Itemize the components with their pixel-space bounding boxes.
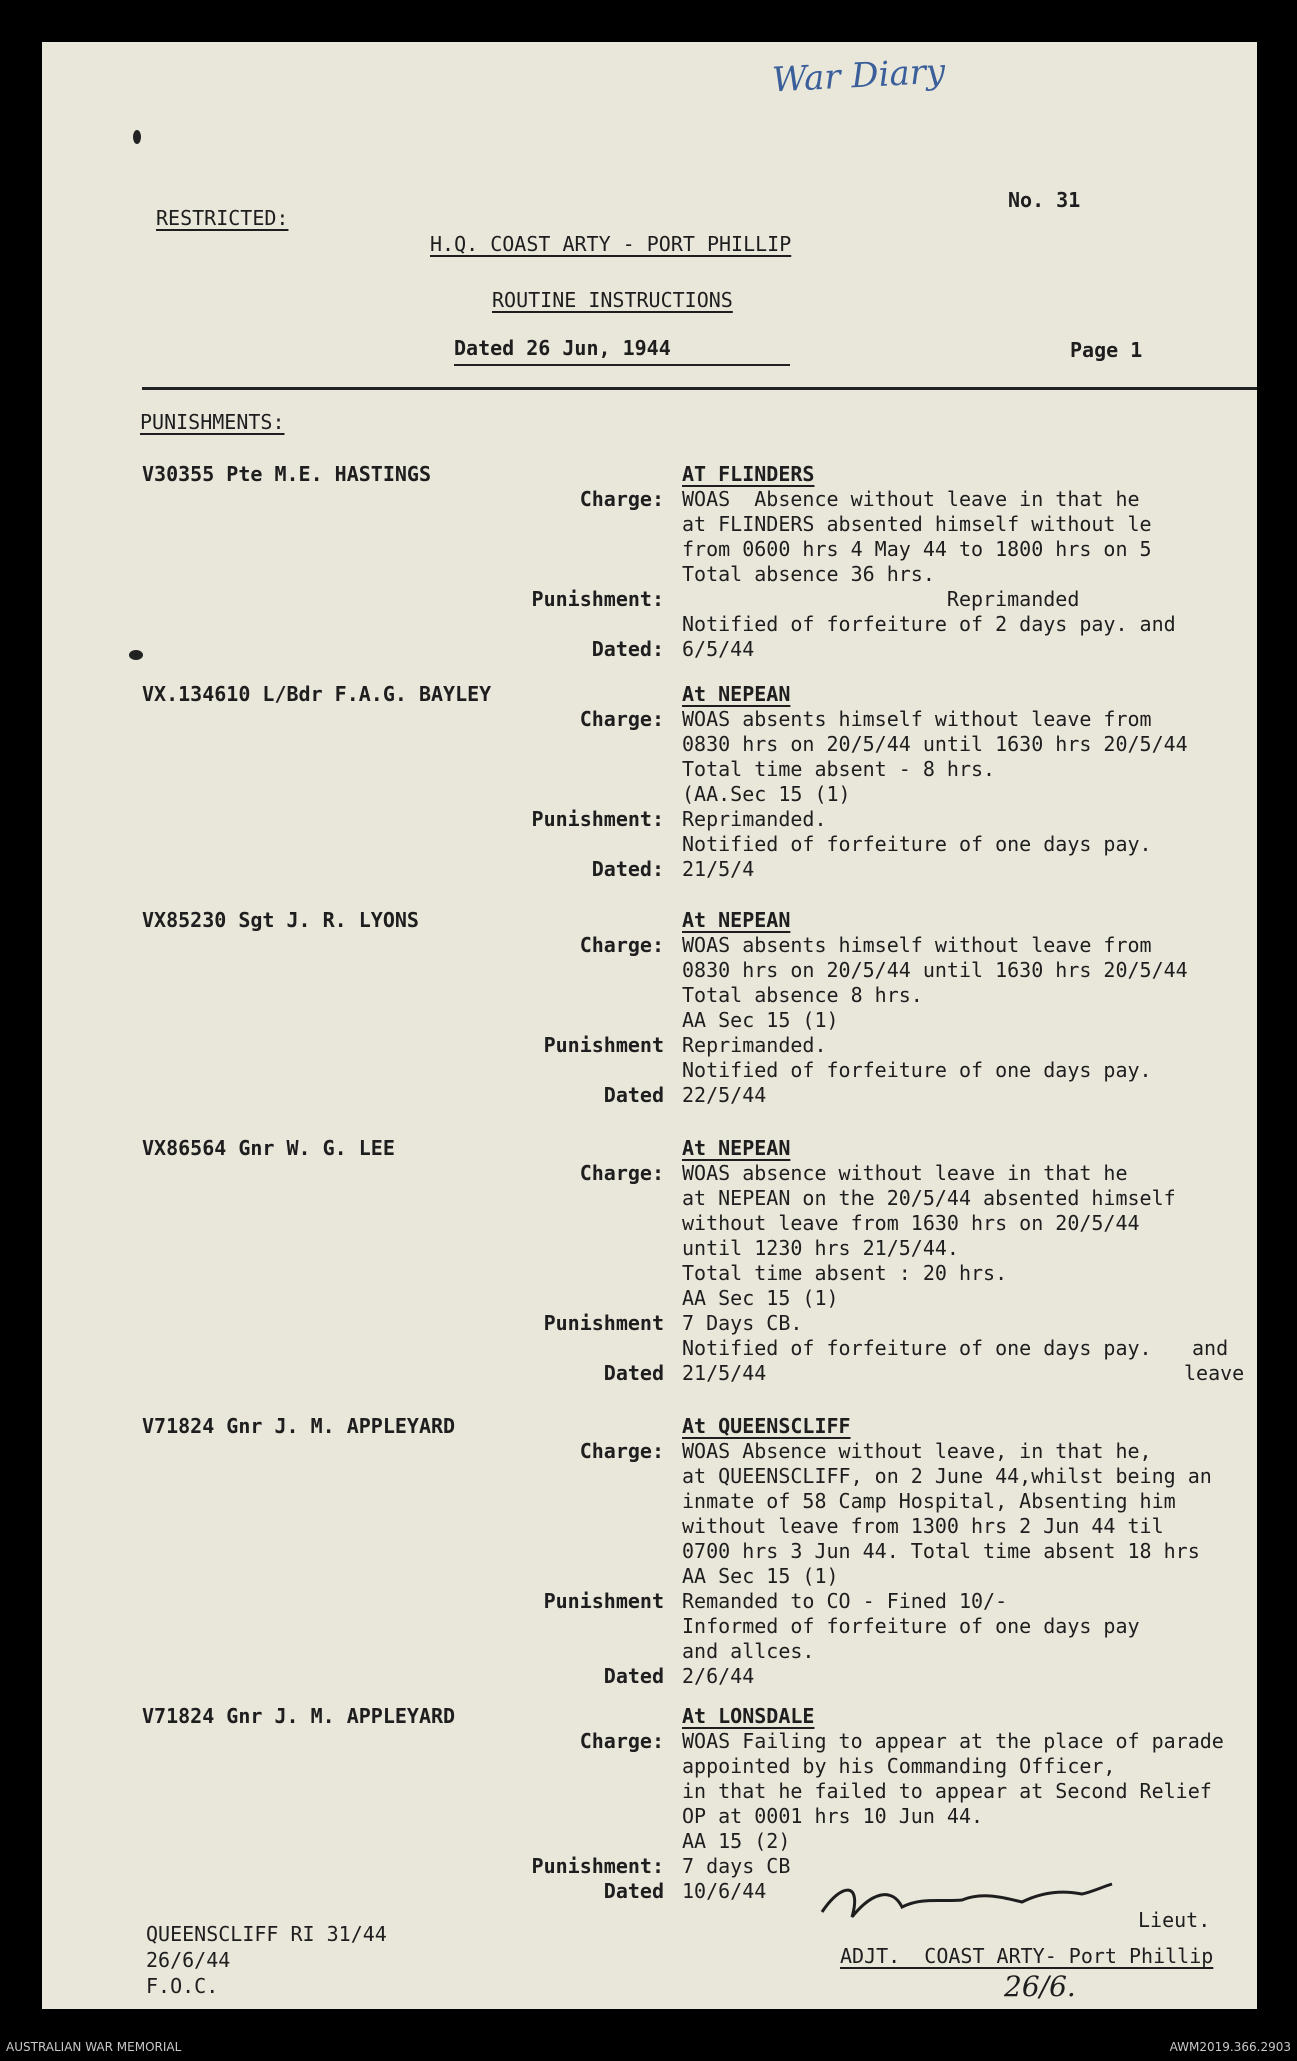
- charge-location: At NEPEAN: [682, 1136, 791, 1160]
- dated-label: Dated: [603, 1083, 664, 1107]
- archive-left: AUSTRALIAN WAR MEMORIAL: [6, 2040, 182, 2054]
- charge-text: at NEPEAN on the 20/5/44 absented himself: [682, 1186, 1176, 1210]
- charge-text: WOAS absents himself without leave from: [682, 933, 1152, 957]
- charge-location: AT FLINDERS: [682, 462, 815, 486]
- punishment-text: Remanded to CO - Fined 10/-: [682, 1589, 1008, 1613]
- reference-foc: F.O.C.: [146, 1974, 219, 1998]
- charge-text: Total absence 36 hrs.: [682, 562, 935, 586]
- charge-text: AA 15 (2): [682, 1829, 791, 1853]
- document-date: Dated 26 Jun, 1944: [454, 336, 671, 360]
- charge-text: at QUEENSCLIFF, on 2 June 44,whilst being an: [682, 1464, 1212, 1488]
- page-number: Page 1: [1070, 338, 1143, 362]
- dated-label: Dated: [603, 1664, 664, 1688]
- punishment-label: Punishment: [543, 1589, 664, 1613]
- signature-rank: Lieut.: [1138, 1908, 1211, 1932]
- charge-text: WOAS Absence without leave, in that he,: [682, 1439, 1152, 1463]
- charge-text: without leave from 1300 hrs 2 Jun 44 til: [682, 1514, 1164, 1538]
- punishment-text: 7 Days CB.: [682, 1311, 803, 1335]
- soldier-name: V71824 Gnr J. M. APPLEYARD: [142, 1704, 456, 1728]
- charge-text: Total absence 8 hrs.: [682, 983, 923, 1007]
- dated-label: Dated: [603, 1361, 664, 1385]
- charge-text: OP at 0001 hrs 10 Jun 44.: [682, 1804, 984, 1828]
- punishment-text: 7 days CB: [682, 1854, 791, 1878]
- charge-text: WOAS absence without leave in that he: [682, 1161, 1128, 1185]
- charge-text: 0830 hrs on 20/5/44 until 1630 hrs 20/5/44: [682, 958, 1188, 982]
- charge-text: Total time absent : 20 hrs.: [682, 1261, 1008, 1285]
- charge-text: without leave from 1630 hrs on 20/5/44: [682, 1211, 1140, 1235]
- handwritten-note: War Diary: [771, 51, 947, 101]
- unit-heading: H.Q. COAST ARTY - PORT PHILLIP: [430, 232, 792, 256]
- document-number: No. 31: [1008, 188, 1081, 212]
- charge-location: At QUEENSCLIFF: [682, 1414, 851, 1438]
- punishment-label: Punishment: [543, 1033, 664, 1057]
- punishment-text: Notified of forfeiture of 2 days pay. and: [682, 612, 1176, 636]
- document-type: ROUTINE INSTRUCTIONS: [492, 288, 733, 312]
- date-underline: [454, 364, 790, 366]
- charge-label: Charge:: [579, 707, 664, 731]
- charge-text: WOAS Absence without leave in that he: [682, 487, 1140, 511]
- margin-note: and: [1192, 1336, 1229, 1360]
- punishment-text: and allces.: [682, 1639, 815, 1663]
- section-title: PUNISHMENTS:: [140, 410, 285, 434]
- dated-label: Dated:: [591, 637, 664, 661]
- charge-text: 0830 hrs on 20/5/44 until 1630 hrs 20/5/44: [682, 732, 1188, 756]
- restricted-label: RESTRICTED:: [156, 206, 289, 230]
- charge-text: appointed by his Commanding Officer,: [682, 1754, 1116, 1778]
- dated-label: Dated:: [591, 857, 664, 881]
- punishment-text: Reprimanded.: [682, 1033, 827, 1057]
- dated-value: 10/6/44: [682, 1879, 767, 1903]
- punishment-text: Reprimanded: [682, 587, 1080, 611]
- charge-text: from 0600 hrs 4 May 44 to 1800 hrs on 5: [682, 537, 1152, 561]
- soldier-name: V71824 Gnr J. M. APPLEYARD: [142, 1414, 456, 1438]
- punishment-text: Notified of forfeiture of one days pay.: [682, 832, 1152, 856]
- charge-text: (AA.Sec 15 (1): [682, 782, 851, 806]
- charge-label: Charge:: [579, 1161, 664, 1185]
- charge-text: inmate of 58 Camp Hospital, Absenting him: [682, 1489, 1176, 1513]
- signature-title: ADJT. COAST ARTY- Port Phillip: [840, 1944, 1214, 1968]
- charge-text: AA Sec 15 (1): [682, 1008, 839, 1032]
- punishment-label: Punishment: [543, 1311, 664, 1335]
- document-page: [42, 42, 1257, 2009]
- punch-mark: [133, 130, 141, 144]
- charge-text: 0700 hrs 3 Jun 44. Total time absent 18 hrs: [682, 1539, 1200, 1563]
- punishment-text: Reprimanded.: [682, 807, 827, 831]
- charge-label: Charge:: [579, 487, 664, 511]
- charge-text: WOAS Failing to appear at the place of parade: [682, 1729, 1224, 1753]
- charge-text: AA Sec 15 (1): [682, 1286, 839, 1310]
- dated-value: 6/5/44: [682, 637, 755, 661]
- soldier-name: VX85230 Sgt J. R. LYONS: [142, 908, 419, 932]
- charge-label: Charge:: [579, 933, 664, 957]
- soldier-name: VX.134610 L/Bdr F.A.G. BAYLEY: [142, 682, 492, 706]
- punishment-label: Punishment:: [531, 1854, 664, 1878]
- margin-note: leave: [1184, 1361, 1245, 1385]
- soldier-name: VX86564 Gnr W. G. LEE: [142, 1136, 395, 1160]
- dated-value: 21/5/4: [682, 857, 755, 881]
- charge-location: At NEPEAN: [682, 682, 791, 706]
- soldier-name: V30355 Pte M.E. HASTINGS: [142, 462, 431, 486]
- reference-date: 26/6/44: [146, 1948, 231, 1972]
- charge-label: Charge:: [579, 1729, 664, 1753]
- dated-label: Dated: [603, 1879, 664, 1903]
- punishment-label: Punishment:: [531, 807, 664, 831]
- punishment-label: Punishment:: [531, 587, 664, 611]
- reference-line: QUEENSCLIFF RI 31/44: [146, 1922, 387, 1946]
- charge-text: Total time absent - 8 hrs.: [682, 757, 996, 781]
- punishment-text: Notified of forfeiture of one days pay.: [682, 1058, 1152, 1082]
- charge-text: AA Sec 15 (1): [682, 1564, 839, 1588]
- dated-value: 22/5/44: [682, 1083, 767, 1107]
- signature-date: 26/6.: [1004, 1970, 1076, 2003]
- archive-right: AWM2019.366.2903: [1169, 2040, 1291, 2054]
- charge-location: At LONSDALE: [682, 1704, 815, 1728]
- charge-text: at FLINDERS absented himself without le: [682, 512, 1152, 536]
- header-rule: [142, 387, 1257, 390]
- charge-location: At NEPEAN: [682, 908, 791, 932]
- dated-value: 2/6/44: [682, 1664, 755, 1688]
- charge-text: WOAS absents himself without leave from: [682, 707, 1152, 731]
- charge-text: until 1230 hrs 21/5/44.: [682, 1236, 959, 1260]
- punishment-text: Informed of forfeiture of one days pay: [682, 1614, 1140, 1638]
- dated-value: 21/5/44: [682, 1361, 767, 1385]
- punishment-text: Notified of forfeiture of one days pay.: [682, 1336, 1152, 1360]
- charge-text: in that he failed to appear at Second Relief: [682, 1779, 1212, 1803]
- charge-label: Charge:: [579, 1439, 664, 1463]
- signature: [812, 1872, 1132, 1932]
- punch-mark: [129, 650, 143, 660]
